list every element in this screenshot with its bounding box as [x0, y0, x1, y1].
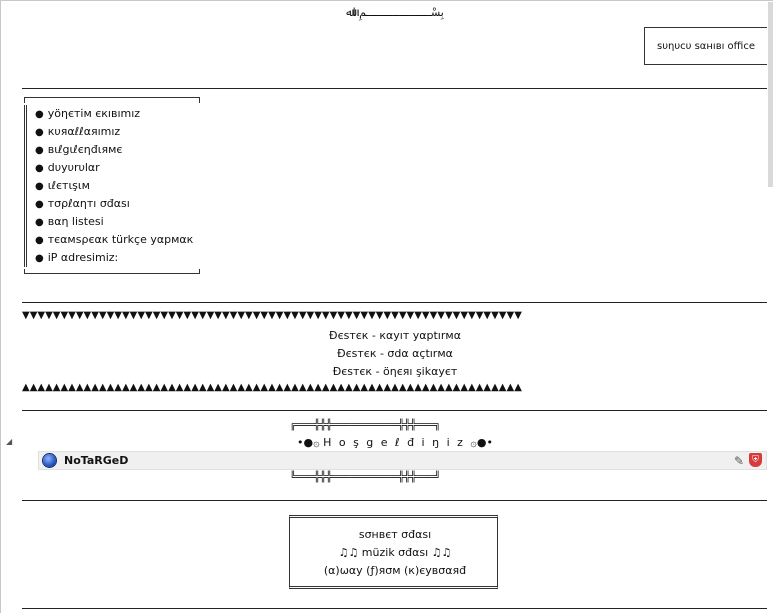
user-name: NoTaRGeD: [64, 454, 129, 467]
menu-frame-bottom: [24, 269, 200, 274]
bullet-icon: ●: [35, 145, 44, 156]
bullet-icon: ●: [35, 127, 44, 138]
menu-list: [24, 105, 200, 267]
owner-box: [644, 27, 767, 65]
support-room[interactable]: Đєsтєк - σdα αçtırмα: [337, 347, 453, 360]
bullet-icon: ●: [35, 109, 44, 120]
room-afk[interactable]: (α)ωαy (ƒ)яσм (к)єувσαяđ: [323, 564, 467, 577]
menu-item[interactable]: ● dυyυrυlαr: [24, 159, 200, 177]
menu-item[interactable]: ● тєαмѕρєαк türkçe yαpмαк: [24, 231, 200, 249]
bullet-icon: ●: [35, 253, 44, 264]
welcome-text[interactable]: •●۞ H o ş g e ℓ đ i ŋ i z ۞●•: [297, 436, 493, 449]
bullet-icon: ●: [35, 199, 44, 210]
bullet-icon: ●: [35, 181, 44, 192]
menu-item[interactable]: ● кυяαℓℓαяımız: [24, 123, 200, 141]
bullet-icon: ●: [35, 217, 44, 228]
bullet-icon: ●: [35, 163, 44, 174]
divider: [22, 500, 767, 501]
triangles-up: ▲▲▲▲▲▲▲▲▲▲▲▲▲▲▲▲▲▲▲▲▲▲▲▲▲▲▲▲▲▲▲▲▲▲▲▲▲▲▲▲▲▲▲▲▲▲▲▲▲▲▲▲▲▲▲▲▲▲▲▲▲▲▲▲▲: [22, 383, 522, 393]
divider: [22, 410, 767, 411]
divider: [22, 88, 767, 89]
owner-label: sυηυcυ sαнıвı office: [657, 41, 755, 52]
welcome-frame-top: ╔═══╬╬╬═══════════╬╬╬═══╗: [290, 420, 441, 431]
menu-item[interactable]: ● yöηєтім єкıвımız: [24, 105, 200, 123]
menu-item[interactable]: ● вαη listesi: [24, 213, 200, 231]
scrollbar[interactable]: [768, 2, 773, 187]
support-register[interactable]: Đєsтєк - кαyıт yαptırмα: [329, 329, 461, 342]
triangles-down: ▼▼▼▼▼▼▼▼▼▼▼▼▼▼▼▼▼▼▼▼▼▼▼▼▼▼▼▼▼▼▼▼▼▼▼▼▼▼▼▼▼▼▼▼▼▼▼▼▼▼▼▼▼▼▼▼▼▼▼▼▼▼▼▼▼: [22, 311, 522, 321]
support-complaint[interactable]: Đєsтєк - öηєяı şikαyєт: [332, 365, 458, 378]
room-music[interactable]: ♫♫ müzik σđαsı ♫♫: [338, 546, 452, 559]
welcome-frame-bottom: ╚═══╬╬╬═══════════╬╬╬═══╝: [290, 472, 441, 483]
menu-item[interactable]: ● тσρℓαηтı σđαѕı: [24, 195, 200, 213]
collapse-arrow-icon[interactable]: ◢: [6, 437, 13, 446]
bullet-icon: ●: [35, 235, 44, 246]
user-status-icon: [43, 454, 56, 467]
menu-box: [24, 97, 200, 274]
shield-icon: ⛨: [749, 453, 762, 467]
menu-item[interactable]: ● ιℓєтιşιм: [24, 177, 200, 195]
mic-muted-icon: ✎: [733, 454, 744, 468]
room-chat[interactable]: sσнвєт σđαsı: [358, 528, 432, 541]
divider: [22, 302, 767, 303]
menu-frame-top: [24, 97, 200, 103]
page-title: بِسْــــــــــــــــــــمِ اﷲ: [346, 6, 444, 19]
menu-item[interactable]: ● вιℓgιℓєηđιямє: [24, 141, 200, 159]
menu-item[interactable]: ● iP αdresimiz:: [24, 249, 200, 267]
user-row[interactable]: [38, 451, 767, 470]
divider: [22, 608, 767, 609]
